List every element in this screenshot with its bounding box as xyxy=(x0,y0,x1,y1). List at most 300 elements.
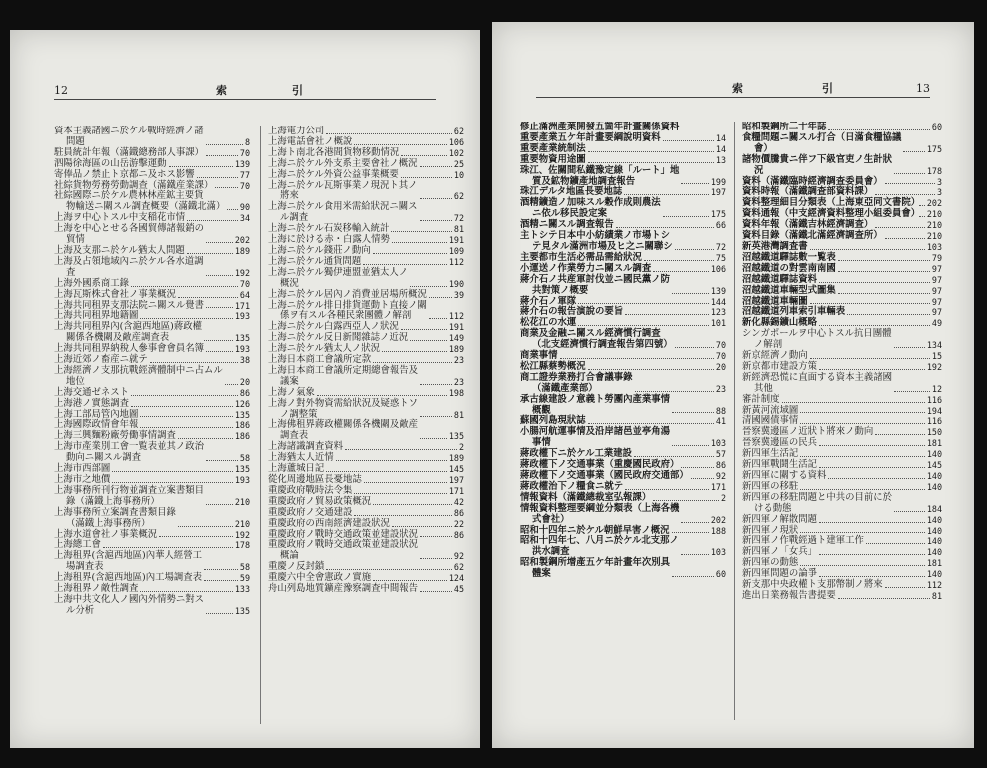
entry-page-number: 3 xyxy=(936,176,942,187)
entry-title: 重要物資用途圖 xyxy=(520,153,586,165)
entry-page-number: 106 xyxy=(710,263,726,274)
entry-title: 上海ニ於ケル石炭移輸入統計 xyxy=(268,223,390,235)
index-entry xyxy=(520,231,726,253)
index-entry xyxy=(742,155,942,177)
entry-title: 上海電力公司 xyxy=(268,126,325,136)
leader-dots xyxy=(420,536,452,537)
entry-title-continued: 動向ニ關スル調査 xyxy=(66,452,142,464)
entry-title: 上海ニ於ケル反日新聞雜誌ノ近況 xyxy=(268,332,409,344)
leader-dots xyxy=(800,456,925,457)
entry-title: 上海ノ對外物資需給狀況及疑惑トソ ノ調整策 xyxy=(268,397,419,420)
page-number: 13 xyxy=(916,82,930,95)
index-entry xyxy=(54,322,250,344)
entry-title: 情報資料整理要綱並分類表（上海各機 式會社） xyxy=(520,502,680,525)
entry-title-continued: （滿鐵產業部） xyxy=(532,382,598,394)
entry-page-number: 42 xyxy=(453,496,464,507)
index-entry xyxy=(268,584,464,595)
entry-page-number: 70 xyxy=(239,180,250,191)
header-rule xyxy=(54,99,436,100)
leader-dots xyxy=(317,395,447,396)
leader-dots xyxy=(187,220,238,221)
leader-dots xyxy=(663,216,709,217)
entry-title-continued: 會） xyxy=(754,142,773,154)
entry-title: 小運送ノ作業勞力ニ關スル調査 xyxy=(520,262,652,274)
entry-page-number: 202 xyxy=(710,514,726,525)
entry-page-number: 189 xyxy=(448,344,464,355)
entry-page-number: 23 xyxy=(715,383,726,394)
entry-page-number: 77 xyxy=(239,169,250,180)
entry-title: 重慶六中全會憲政ノ實施 xyxy=(268,572,372,584)
entry-title: 上海諸識調査資料 xyxy=(268,441,344,453)
leader-dots xyxy=(103,547,233,548)
entry-title: 上海ニ於ケル猶太人ノ狀況 xyxy=(268,343,381,355)
entry-page-number: 189 xyxy=(448,453,464,464)
entry-title-continued: 況 xyxy=(754,164,764,176)
entry-title: 新四軍の動態 xyxy=(742,557,799,569)
entry-title-continued: 共對策ノ概要 xyxy=(532,284,589,296)
leader-dots xyxy=(875,194,935,195)
entry-title-continued: 體案 xyxy=(532,568,551,580)
entry-title: 沼越鐵道車輛型式圖集 xyxy=(742,284,836,296)
leader-dots xyxy=(588,369,714,370)
entry-page-number: 97 xyxy=(931,263,942,274)
leader-dots xyxy=(588,423,714,424)
entry-title: 新經濟恐慌に直面する資本主義諸國 其他 xyxy=(742,371,893,394)
entry-page-number: 2 xyxy=(720,492,726,503)
entry-title: 蔣政權下ノ交通事業（重慶國民政府） xyxy=(520,459,680,471)
index-entry xyxy=(520,166,726,188)
entry-page-number: 210 xyxy=(926,231,942,242)
index-column xyxy=(54,126,250,726)
column-divider xyxy=(734,122,735,720)
leader-dots xyxy=(354,144,446,145)
leader-dots xyxy=(691,478,714,479)
entry-title: 新英港灣調査書 xyxy=(742,240,808,252)
index-entry xyxy=(520,373,726,395)
entry-title: 上海ニ於ケル食用米需給狀況ニ關ス ル調査 xyxy=(268,201,418,224)
entry-page-number: 92 xyxy=(453,551,464,562)
entry-title-continued: 係ヲ有スル各種民衆團體ノ解剖 xyxy=(280,310,412,322)
index-entry xyxy=(54,191,250,213)
entry-title: 上海共同租界納稅人參事會會員名簿 xyxy=(54,343,205,355)
leader-dots xyxy=(672,412,714,413)
entry-title: 酒精ニ關スル調査報告 xyxy=(520,219,614,231)
entry-title: 沼越鐵道車輛圖 xyxy=(742,295,808,307)
index-entry xyxy=(520,427,726,449)
entry-title: 上海國際政情會年報 xyxy=(54,419,139,431)
entry-title: 新四軍の移駐問題と中共の目前に於 ける動態 xyxy=(742,491,893,514)
entry-title: 上海市產業別工會一覧表並其ノ政治 動向ニ關スル調査 xyxy=(54,441,205,464)
entry-title: 昭和製鋼所二十年誌 xyxy=(742,122,827,132)
index-entry xyxy=(742,373,942,395)
entry-page-number: 58 xyxy=(239,453,250,464)
leader-dots xyxy=(204,580,238,581)
leader-dots xyxy=(112,482,233,483)
leader-dots xyxy=(178,297,238,298)
leader-dots xyxy=(681,554,709,555)
right-page xyxy=(492,22,974,748)
leader-dots xyxy=(187,253,233,254)
index-column xyxy=(742,122,942,722)
leader-dots xyxy=(420,438,447,439)
leader-dots xyxy=(810,249,925,250)
entry-page-number: 191 xyxy=(448,322,464,333)
entry-page-number: 25 xyxy=(453,158,464,169)
entry-page-number: 66 xyxy=(715,220,726,231)
leader-dots xyxy=(204,569,238,570)
leader-dots xyxy=(625,314,709,315)
leader-dots xyxy=(672,576,714,577)
leader-dots xyxy=(800,423,925,424)
entry-title: 情報資料（滿鐵總裁室弘報課） xyxy=(520,491,652,503)
entry-page-number: 86 xyxy=(239,387,250,398)
entry-title-continued: 式會社） xyxy=(532,513,570,525)
entry-title: 晉察冀邊區ノ近狀ト將來ノ動向 xyxy=(742,426,874,438)
leader-dots xyxy=(336,460,447,461)
entry-page-number: 3 xyxy=(936,187,942,198)
entry-title: 食糧問題ニ關スル打合（日滿食糧協議 會） xyxy=(742,131,902,154)
leader-dots xyxy=(326,133,452,134)
entry-page-number: 112 xyxy=(926,580,942,591)
entry-page-number: 60 xyxy=(931,122,942,132)
entry-title: 珠江、佐關間私鐵豫定線「ルート」地 質及鉱物鑛產地調査報告 xyxy=(520,164,680,187)
leader-dots xyxy=(800,532,925,533)
leader-dots xyxy=(131,395,238,396)
leader-dots xyxy=(838,260,930,261)
entry-title: 重慶政府ノ交通建設 xyxy=(268,506,353,518)
entry-page-number: 202 xyxy=(234,235,250,246)
entry-title: 上海ニ於ケル排日排貨運動ト直接ノ關 係ヲ有スル各種民衆團體ノ解剖 xyxy=(268,299,427,322)
leader-dots xyxy=(140,591,232,592)
entry-page-number: 135 xyxy=(234,333,250,344)
entry-title: 上海市之地價 xyxy=(54,474,111,485)
leader-dots xyxy=(206,613,233,614)
leader-dots xyxy=(206,144,243,145)
entry-title-continued: （滿鐵上海事務所） xyxy=(66,517,151,529)
entry-title: 上海經濟ノ支那抗戰經濟體制中ニ占ムル 地位 xyxy=(54,364,223,387)
leader-dots xyxy=(150,362,238,363)
entry-title: 社綜國際ニ於ケル農林林産鉱主要貨 物輸送ニ關スル調査概要（滿鐵北滿） xyxy=(54,190,226,213)
entry-title: 上海猶太人近情 xyxy=(268,452,334,464)
leader-dots xyxy=(644,260,714,261)
entry-page-number: 70 xyxy=(239,278,250,289)
entry-page-number: 197 xyxy=(448,475,464,485)
leader-dots xyxy=(429,318,447,319)
entry-page-number: 190 xyxy=(448,278,464,289)
index-column xyxy=(268,126,464,726)
entry-page-number: 45 xyxy=(453,584,464,595)
leader-dots xyxy=(140,416,232,417)
entry-page-number: 79 xyxy=(931,252,942,263)
index-entry xyxy=(54,257,250,279)
entry-page-number: 97 xyxy=(931,296,942,307)
entry-title: 審計制度 xyxy=(742,393,780,405)
entry-title-continued: ニ依ル移民設定案 xyxy=(532,208,608,220)
entry-page-number: 60 xyxy=(715,569,726,580)
entry-page-number: 140 xyxy=(926,449,942,460)
entry-title-continued: 事情 xyxy=(532,437,551,449)
entry-title: 商業及金融ニ關スル經濟慣行調査 （北支經濟慣行調査報告第四號） xyxy=(520,328,673,351)
entry-page-number: 90 xyxy=(239,202,250,213)
entry-title-continued: 關係各機關及敵産調査表 xyxy=(66,332,170,344)
entry-title: 上海ノ氣象 xyxy=(268,386,315,398)
entry-page-number: 186 xyxy=(234,431,250,442)
entry-title: 重慶政府ノ貿易政策概況 xyxy=(268,495,372,507)
leader-dots xyxy=(204,340,233,341)
entry-page-number: 10 xyxy=(453,169,464,180)
leader-dots xyxy=(828,129,930,130)
entry-page-number: 126 xyxy=(234,398,250,409)
entry-page-number: 64 xyxy=(239,289,250,300)
entry-title-continued: 錄（滿鐵上海事務所） xyxy=(66,495,160,507)
entry-page-number: 175 xyxy=(926,143,942,154)
entry-page-number: 150 xyxy=(926,427,942,438)
entry-title: 沼越鐵道驛誌資料 xyxy=(742,273,818,285)
leader-dots xyxy=(885,183,935,184)
leader-dots xyxy=(345,449,457,450)
leader-dots xyxy=(819,467,925,468)
entry-page-number: 184 xyxy=(926,503,942,514)
index-entry xyxy=(520,504,726,526)
entry-page-number: 135 xyxy=(448,431,464,442)
entry-page-number: 135 xyxy=(234,464,250,475)
entry-title: 上海ト南北各港間貨物移動情況 xyxy=(268,146,400,158)
entry-title: 上海共同租界地籍圖 xyxy=(54,310,139,322)
entry-page-number: 58 xyxy=(239,562,250,573)
entry-page-number: 14 xyxy=(715,132,726,143)
entry-page-number: 75 xyxy=(715,252,726,263)
entry-page-number: 106 xyxy=(448,136,464,147)
leader-dots xyxy=(800,412,925,413)
index-entry xyxy=(268,540,464,562)
index-entry xyxy=(520,275,726,297)
leader-dots xyxy=(681,522,708,523)
entry-page-number: 101 xyxy=(710,318,726,329)
entry-title: 上海中共文化人ノ國內外情勢ニ對ス ル分析 xyxy=(54,593,205,616)
entry-page-number: 57 xyxy=(715,449,726,460)
leader-dots xyxy=(140,427,232,428)
leader-dots xyxy=(894,173,925,174)
entry-title-continued: 議案 xyxy=(280,375,299,387)
entry-page-number: 59 xyxy=(239,573,250,584)
entry-page-number: 145 xyxy=(926,460,942,471)
entry-page-number: 210 xyxy=(926,209,942,220)
index-entry xyxy=(742,493,942,515)
entry-page-number: 197 xyxy=(710,187,726,198)
leader-dots xyxy=(819,576,925,577)
entry-title: 蔣政權下ニ於ケル工業建設 xyxy=(520,448,633,460)
leader-dots xyxy=(420,198,452,199)
entry-title: 上海事務所立案調査書類目錄 （滿鐵上海事務所） xyxy=(54,506,176,529)
entry-page-number: 178 xyxy=(926,165,942,176)
entry-page-number: 135 xyxy=(234,605,250,616)
header-title-char: 引 xyxy=(822,82,833,95)
index-entry xyxy=(54,224,250,246)
entry-page-number: 116 xyxy=(926,394,942,405)
entry-page-number: 202 xyxy=(926,198,942,209)
leader-dots xyxy=(800,489,925,490)
entry-title: 小腸河航運事情及沿岸諸邑並亭角湯 事情 xyxy=(520,426,671,449)
entry-page-number: 193 xyxy=(234,475,250,485)
entry-page-number: 139 xyxy=(234,158,250,169)
entry-title: 資料年報（滿鐵吉林經濟調査） xyxy=(742,219,874,231)
entry-page-number: 186 xyxy=(234,420,250,431)
entry-title: 重慶ノ反封鎖 xyxy=(268,561,325,573)
leader-dots xyxy=(653,271,709,272)
entry-title: 上海日本商工會議所定期總會報告及 議案 xyxy=(268,364,419,387)
entry-title: 商工證券業務打合會議事錄 （滿鐵產業部） xyxy=(520,371,633,394)
entry-title: 新四軍の移駐 xyxy=(742,480,799,492)
leader-dots xyxy=(401,177,452,178)
entry-title: 松江縣蔡勢概況 xyxy=(520,360,586,372)
entry-title: 蔣介石ノ共産軍討伐並ニ國民黨ノ防 共對策ノ概要 xyxy=(520,273,671,296)
entry-page-number: 193 xyxy=(234,344,250,355)
entry-page-number: 178 xyxy=(234,540,250,551)
entry-page-number: 72 xyxy=(715,241,726,252)
entry-title: 上海を中心とせる各國貿傳諸報銷の 貿情 xyxy=(54,223,205,246)
leader-dots xyxy=(838,598,930,599)
leader-dots xyxy=(206,307,233,308)
entry-page-number: 192 xyxy=(234,529,250,540)
entry-page-number: 97 xyxy=(931,307,942,318)
entry-page-number: 62 xyxy=(453,126,464,136)
entry-title: 上海水道會社ノ事業概況 xyxy=(54,528,158,540)
leader-dots xyxy=(819,282,930,283)
entry-page-number: 86 xyxy=(453,529,464,540)
leader-dots xyxy=(206,155,238,156)
index-entry xyxy=(268,366,464,388)
entry-page-number: 103 xyxy=(710,438,726,449)
entry-page-number: 140 xyxy=(926,569,942,580)
entry-title-continued: 概況 xyxy=(280,277,299,289)
entry-title: 從化周邊地區長憂地誌 xyxy=(268,474,362,485)
leader-dots xyxy=(373,362,452,363)
index-entry xyxy=(54,595,250,617)
entry-title: 晉察冀邊區の民兵 xyxy=(742,437,818,449)
header-rule xyxy=(536,97,930,98)
entry-title: 新四軍ノ現狀 xyxy=(742,524,799,536)
entry-page-number: 171 xyxy=(710,481,726,492)
entry-page-number: 81 xyxy=(931,590,942,601)
index-entry xyxy=(742,329,942,351)
entry-page-number: 192 xyxy=(234,267,250,278)
entry-page-number: 70 xyxy=(239,147,250,158)
entry-page-number: 123 xyxy=(710,307,726,318)
entry-title: 新四軍生活記 xyxy=(742,448,799,460)
entry-title: 重慶政府ノ戰時交通政策並建設狀況 xyxy=(268,528,419,540)
leader-dots xyxy=(206,351,233,352)
leader-dots xyxy=(624,194,709,195)
leader-dots xyxy=(634,456,714,457)
entry-title: 上海ニ於ケル瓦斯事業ノ現況ト其ノ 將來 xyxy=(268,179,418,202)
leader-dots xyxy=(675,249,714,250)
entry-page-number: 191 xyxy=(448,235,464,246)
entry-title: 上海及占領地域內ニ於ケル各水道調 査 xyxy=(54,255,204,278)
index-entry xyxy=(54,508,250,530)
entry-title-continued: ノ解剖 xyxy=(754,339,783,351)
left-page-header xyxy=(54,82,436,104)
index-entry xyxy=(268,301,464,323)
entry-title: 商業事情 xyxy=(520,350,558,362)
entry-title: 上海ニ於ケル通貨問題 xyxy=(268,255,362,267)
header-title-char: 引 xyxy=(292,84,303,97)
entry-title: 新四軍に關する資料 xyxy=(742,470,827,481)
entry-title: 蔣介石ノ軍隊 xyxy=(520,295,577,307)
entry-page-number: 189 xyxy=(234,245,250,256)
entry-page-number: 112 xyxy=(448,311,464,322)
entry-title: 上海共同租界內(含滬西地區)蔣政權 關係各機關及敵産調査表 xyxy=(54,321,202,344)
entry-page-number: 175 xyxy=(710,209,726,220)
entry-title-continued: 地位 xyxy=(66,375,85,387)
leader-dots xyxy=(578,325,709,326)
index-entry xyxy=(520,395,726,417)
leader-dots xyxy=(326,569,452,570)
entry-title: 上海ニ於ケル外資公益事業概要 xyxy=(268,168,399,180)
entry-page-number: 133 xyxy=(234,584,250,595)
leader-dots xyxy=(819,325,930,326)
entry-page-number: 81 xyxy=(453,409,464,420)
index-entry xyxy=(742,591,942,602)
entry-title: 上海港ノ實態調査 xyxy=(54,397,130,409)
index-entry xyxy=(268,420,464,442)
entry-title: 上海租界ノ敵性調査 xyxy=(54,583,139,595)
leader-dots xyxy=(838,271,930,272)
leader-dots xyxy=(420,384,452,385)
entry-page-number: 97 xyxy=(931,285,942,296)
entry-title-continued: テ見タル滿洲市場及ヒ之ニ關聯シ xyxy=(532,240,673,252)
entry-page-number: 171 xyxy=(448,485,464,496)
entry-title: 新化縣錫鑛山概略 xyxy=(742,317,818,329)
leader-dots xyxy=(919,216,925,217)
leader-dots xyxy=(227,209,238,210)
index-entry xyxy=(54,366,250,388)
entry-page-number: 14 xyxy=(715,143,726,154)
leader-dots xyxy=(675,347,714,348)
entry-title: 資料整理細目分類表（上海東亞同文書院） xyxy=(742,197,921,209)
entry-page-number: 181 xyxy=(926,438,942,449)
leader-dots xyxy=(373,504,452,505)
entry-title: 松花江の水運 xyxy=(520,317,577,329)
entry-page-number: 20 xyxy=(715,361,726,372)
entry-title: 新四軍ノ「女兵」 xyxy=(742,546,818,558)
entry-title: 清國國債事情 xyxy=(742,415,799,427)
leader-dots xyxy=(420,166,452,167)
entry-title: 上海佛租界蔣政權關係各機關及敵産 調査表 xyxy=(268,419,419,442)
entry-title: 重要產業統制法 xyxy=(520,142,586,154)
leader-dots xyxy=(206,275,233,276)
entry-title: 上海市西部圖 xyxy=(54,463,111,475)
entry-title: 上海に於ける赤・白露人情勢 xyxy=(268,234,390,246)
entry-title: 蘇國列島現狀誌 xyxy=(520,415,586,427)
entry-page-number: 70 xyxy=(715,340,726,351)
entry-title: 珠江デルタ地區長要地誌 xyxy=(520,186,623,198)
entry-page-number: 72 xyxy=(453,213,464,224)
leader-dots xyxy=(206,504,233,505)
entry-page-number: 12 xyxy=(931,383,942,394)
entry-page-number: 13 xyxy=(715,154,726,165)
entry-title: 資料通報（中支經濟資料整理小組委員會） xyxy=(742,208,921,220)
entry-title: 沼越鐵道驛誌數一覧表 xyxy=(742,251,836,263)
leader-dots xyxy=(894,391,930,392)
index-entry xyxy=(520,558,726,580)
entry-title: 沼越鐵道の對雲南南國 xyxy=(742,262,836,274)
entry-title: 新四軍戰鬪生活記 xyxy=(742,459,818,471)
leader-dots xyxy=(420,591,452,592)
entry-page-number: 109 xyxy=(448,245,464,256)
entry-page-number: 39 xyxy=(453,289,464,300)
leader-dots xyxy=(326,471,447,472)
entry-title-continued: 質及鉱物鑛產地調査報告 xyxy=(532,175,636,187)
